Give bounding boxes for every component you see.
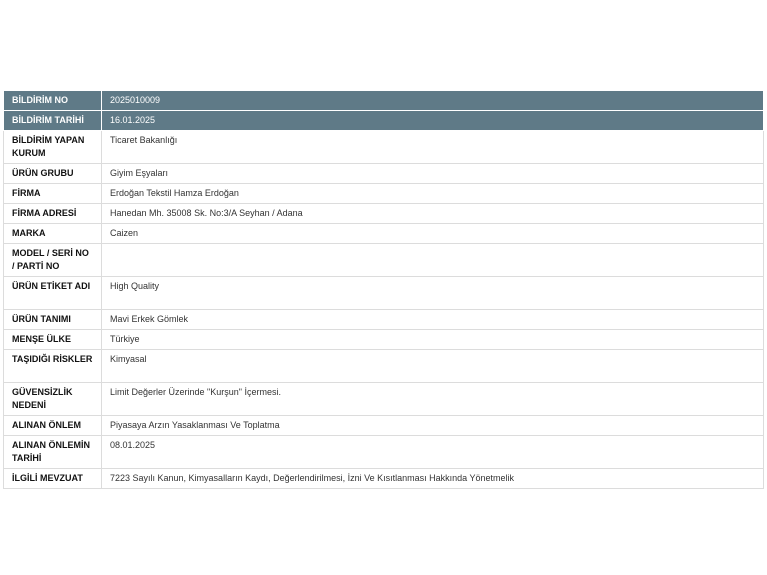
measure-taken-label: ALINAN ÖNLEM: [4, 416, 102, 436]
table-row: [4, 350, 764, 383]
table-row: [4, 277, 764, 310]
country-of-origin-label: MENŞE ÜLKE: [4, 330, 102, 350]
model-serial-batch-value: [102, 244, 764, 277]
product-description-label: ÜRÜN TANIMI: [4, 310, 102, 330]
table-row: [4, 91, 764, 111]
company-label: FİRMA: [4, 184, 102, 204]
notification-date-value: 16.01.2025: [102, 111, 764, 131]
product-description-value: Mavi Erkek Gömlek: [102, 310, 764, 330]
table-row: [4, 469, 764, 489]
table-row: [4, 111, 764, 131]
table-row: [4, 383, 764, 416]
reporting-institution-label: BİLDİRİM YAPAN KURUM: [4, 131, 102, 164]
product-group-value: Giyim Eşyaları: [102, 164, 764, 184]
measure-date-label: ALINAN ÖNLEMİN TARİHİ: [4, 436, 102, 469]
table-row: [4, 436, 764, 469]
brand-value: Caizen: [102, 224, 764, 244]
model-serial-batch-label: MODEL / SERİ NO / PARTİ NO: [4, 244, 102, 277]
table-row: [4, 244, 764, 277]
product-label-name-value: High Quality: [102, 277, 764, 310]
related-legislation-value: 7223 Sayılı Kanun, Kimyasalların Kaydı, Değerlendirilmesi, İzni Ve Kısıtlanması Hakkında Yönetmelik: [102, 469, 764, 489]
country-of-origin-value: Türkiye: [102, 330, 764, 350]
non-compliance-reason-label: GÜVENSİZLİK NEDENİ: [4, 383, 102, 416]
company-address-value: Hanedan Mh. 35008 Sk. No:3/A Seyhan / Adana: [102, 204, 764, 224]
risks-value: Kimyasal: [102, 350, 764, 383]
non-compliance-reason-value: Limit Değerler Üzerinde "Kurşun" İçermesi.: [102, 383, 764, 416]
table-row: [4, 204, 764, 224]
measure-date-value: 08.01.2025: [102, 436, 764, 469]
table-row: [4, 224, 764, 244]
risks-label: TAŞIDIĞI RİSKLER: [4, 350, 102, 383]
measure-taken-value: Piyasaya Arzın Yasaklanması Ve Toplatma: [102, 416, 764, 436]
reporting-institution-value: Ticaret Bakanlığı: [102, 131, 764, 164]
related-legislation-label: İLGİLİ MEVZUAT: [4, 469, 102, 489]
notification-number-label: BİLDİRİM NO: [4, 91, 102, 111]
notice-table: [3, 90, 764, 489]
company-value: Erdoğan Tekstil Hamza Erdoğan: [102, 184, 764, 204]
notification-number-value: 2025010009: [102, 91, 764, 111]
product-safety-notice: [3, 90, 764, 489]
table-row: [4, 416, 764, 436]
company-address-label: FİRMA ADRESİ: [4, 204, 102, 224]
table-row: [4, 131, 764, 164]
table-row: [4, 330, 764, 350]
product-group-label: ÜRÜN GRUBU: [4, 164, 102, 184]
notification-date-label: BİLDİRİM TARİHİ: [4, 111, 102, 131]
table-row: [4, 184, 764, 204]
table-row: [4, 310, 764, 330]
brand-label: MARKA: [4, 224, 102, 244]
table-row: [4, 164, 764, 184]
product-label-name-label: ÜRÜN ETİKET ADI: [4, 277, 102, 310]
